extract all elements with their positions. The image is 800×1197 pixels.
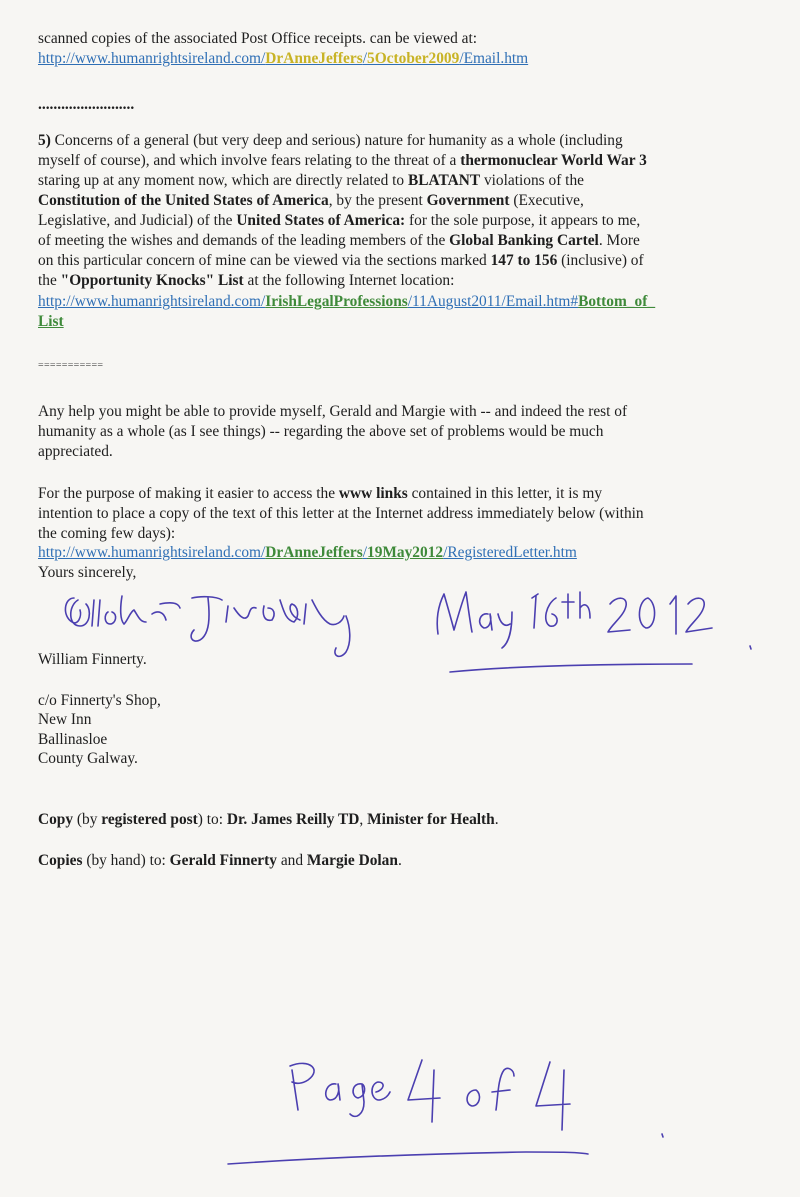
text: (by bbox=[73, 811, 102, 828]
text: myself of course), and which involve fears relating to the threat of a bbox=[38, 152, 461, 169]
link-part[interactable]: IrishLegalProfessions bbox=[265, 293, 408, 310]
help-line1: Any help you might be able to provide myself, Gerald and Margie with -- and indeed the rest of bbox=[38, 403, 628, 420]
bold-text: Copies bbox=[38, 852, 83, 869]
bold-text: Dr. James Reilly TD bbox=[226, 811, 360, 828]
link-part[interactable]: http://www.humanrightsireland.com/ bbox=[38, 50, 266, 67]
dots-separator: ......................... bbox=[38, 96, 135, 113]
text: (by hand) to: bbox=[82, 852, 170, 869]
purpose-line2: intention to place a copy of the text of this letter at the Internet address immediately below (within bbox=[38, 505, 644, 522]
item5-line4 bbox=[38, 191, 584, 211]
bold-text: Margie Dolan bbox=[306, 852, 398, 869]
text: Legislative, and Judicial) of the bbox=[38, 212, 237, 229]
link-part[interactable]: http://www.humanrightsireland.com/ bbox=[38, 544, 266, 561]
item5-line5 bbox=[38, 211, 640, 231]
bold-text: Minister for Health bbox=[367, 811, 495, 828]
purpose-line3: the coming few days): bbox=[38, 525, 176, 542]
bold-text: BLATANT bbox=[407, 172, 481, 189]
link-part[interactable]: Bottom_of_ bbox=[578, 293, 656, 310]
bold-text: thermonuclear World War 3 bbox=[460, 152, 647, 169]
item5-line7 bbox=[38, 251, 644, 271]
text: For the purpose of making it easier to access the bbox=[38, 485, 339, 502]
link-part[interactable]: 5October2009 bbox=[367, 50, 460, 67]
text: . bbox=[397, 852, 402, 869]
item-number: 5) bbox=[38, 132, 51, 149]
link-part[interactable]: http://www.humanrightsireland.com/ bbox=[38, 293, 266, 310]
link-part[interactable]: /RegisteredLetter.htm bbox=[443, 544, 577, 561]
bold-text: Copy bbox=[38, 811, 74, 828]
bold-text: 147 to 156 bbox=[490, 252, 558, 269]
bold-text: Global Banking Cartel bbox=[449, 232, 599, 249]
text: ) to: bbox=[197, 811, 227, 828]
text: . bbox=[494, 811, 499, 828]
link-part[interactable]: /Email.htm bbox=[459, 50, 529, 67]
bold-text: Government bbox=[426, 192, 510, 209]
item5-line2 bbox=[38, 151, 647, 171]
link-part[interactable]: / bbox=[362, 50, 367, 67]
bold-text: registered post bbox=[101, 811, 198, 828]
purpose-line1 bbox=[38, 484, 602, 504]
text: contained in this letter, it is my bbox=[407, 485, 603, 502]
link-part[interactable]: List bbox=[38, 313, 64, 330]
bold-text: "Opportunity Knocks" List bbox=[60, 272, 244, 289]
link-registered-letter[interactable] bbox=[38, 543, 577, 563]
link-opportunity-knocks[interactable] bbox=[38, 292, 655, 312]
text: for the sole purpose, it appears to me, bbox=[405, 212, 641, 229]
address-line: County Galway. bbox=[38, 750, 138, 767]
link-part[interactable]: /11August2011/Email.htm# bbox=[407, 293, 579, 310]
copy-registered-line bbox=[38, 810, 499, 830]
address-line: c/o Finnerty's Shop, bbox=[38, 692, 161, 709]
signer-name: William Finnerty. bbox=[38, 651, 147, 668]
text: (Executive, bbox=[509, 192, 584, 209]
text: of meeting the wishes and demands of the leading members of the bbox=[38, 232, 450, 249]
text: (inclusive) of bbox=[557, 252, 644, 269]
link-opportunity-knocks-cont[interactable] bbox=[38, 312, 64, 332]
link-5october2009[interactable] bbox=[38, 49, 528, 69]
handwritten-date bbox=[432, 584, 772, 684]
text: staring up at any moment now, which are directly related to bbox=[38, 172, 408, 189]
equals-rule: =========== bbox=[38, 360, 104, 371]
link-part[interactable]: DrAnneJeffers bbox=[265, 544, 363, 561]
help-line2: humanity as a whole (as I see things) -- regarding the above set of problems would be much bbox=[38, 423, 604, 440]
link-part[interactable]: / bbox=[362, 544, 367, 561]
bold-text: Constitution of the United States of America bbox=[38, 192, 329, 209]
item5-line1 bbox=[38, 131, 623, 151]
handwritten-page-number bbox=[226, 1040, 676, 1180]
item5-line8 bbox=[38, 271, 454, 291]
text: violations of the bbox=[480, 172, 584, 189]
item5-line6 bbox=[38, 231, 640, 251]
item5-line3 bbox=[38, 171, 584, 191]
link-part[interactable]: 19May2012 bbox=[367, 544, 444, 561]
link-part[interactable]: DrAnneJeffers bbox=[265, 50, 363, 67]
text: at the following Internet location: bbox=[243, 272, 455, 289]
address-line: Ballinasloe bbox=[38, 731, 108, 748]
yours-sincerely: Yours sincerely, bbox=[38, 564, 137, 581]
copies-hand-line bbox=[38, 851, 402, 871]
bold-text: Gerald Finnerty bbox=[169, 852, 277, 869]
text: the bbox=[38, 272, 61, 289]
text: Concerns of a general (but very deep and serious) nature for humanity as a whole (including bbox=[50, 132, 623, 149]
address-line: New Inn bbox=[38, 711, 92, 728]
bold-text: United States of America: bbox=[236, 212, 406, 229]
text: on this particular concern of mine can be viewed via the sections marked bbox=[38, 252, 491, 269]
text: . More bbox=[598, 232, 640, 249]
text: , by the present bbox=[328, 192, 427, 209]
text: and bbox=[276, 852, 307, 869]
receipts-line: scanned copies of the associated Post Office receipts. can be viewed at: bbox=[38, 30, 478, 47]
bold-text: www links bbox=[338, 485, 408, 502]
text: , bbox=[359, 811, 368, 828]
help-line3: appreciated. bbox=[38, 443, 113, 460]
